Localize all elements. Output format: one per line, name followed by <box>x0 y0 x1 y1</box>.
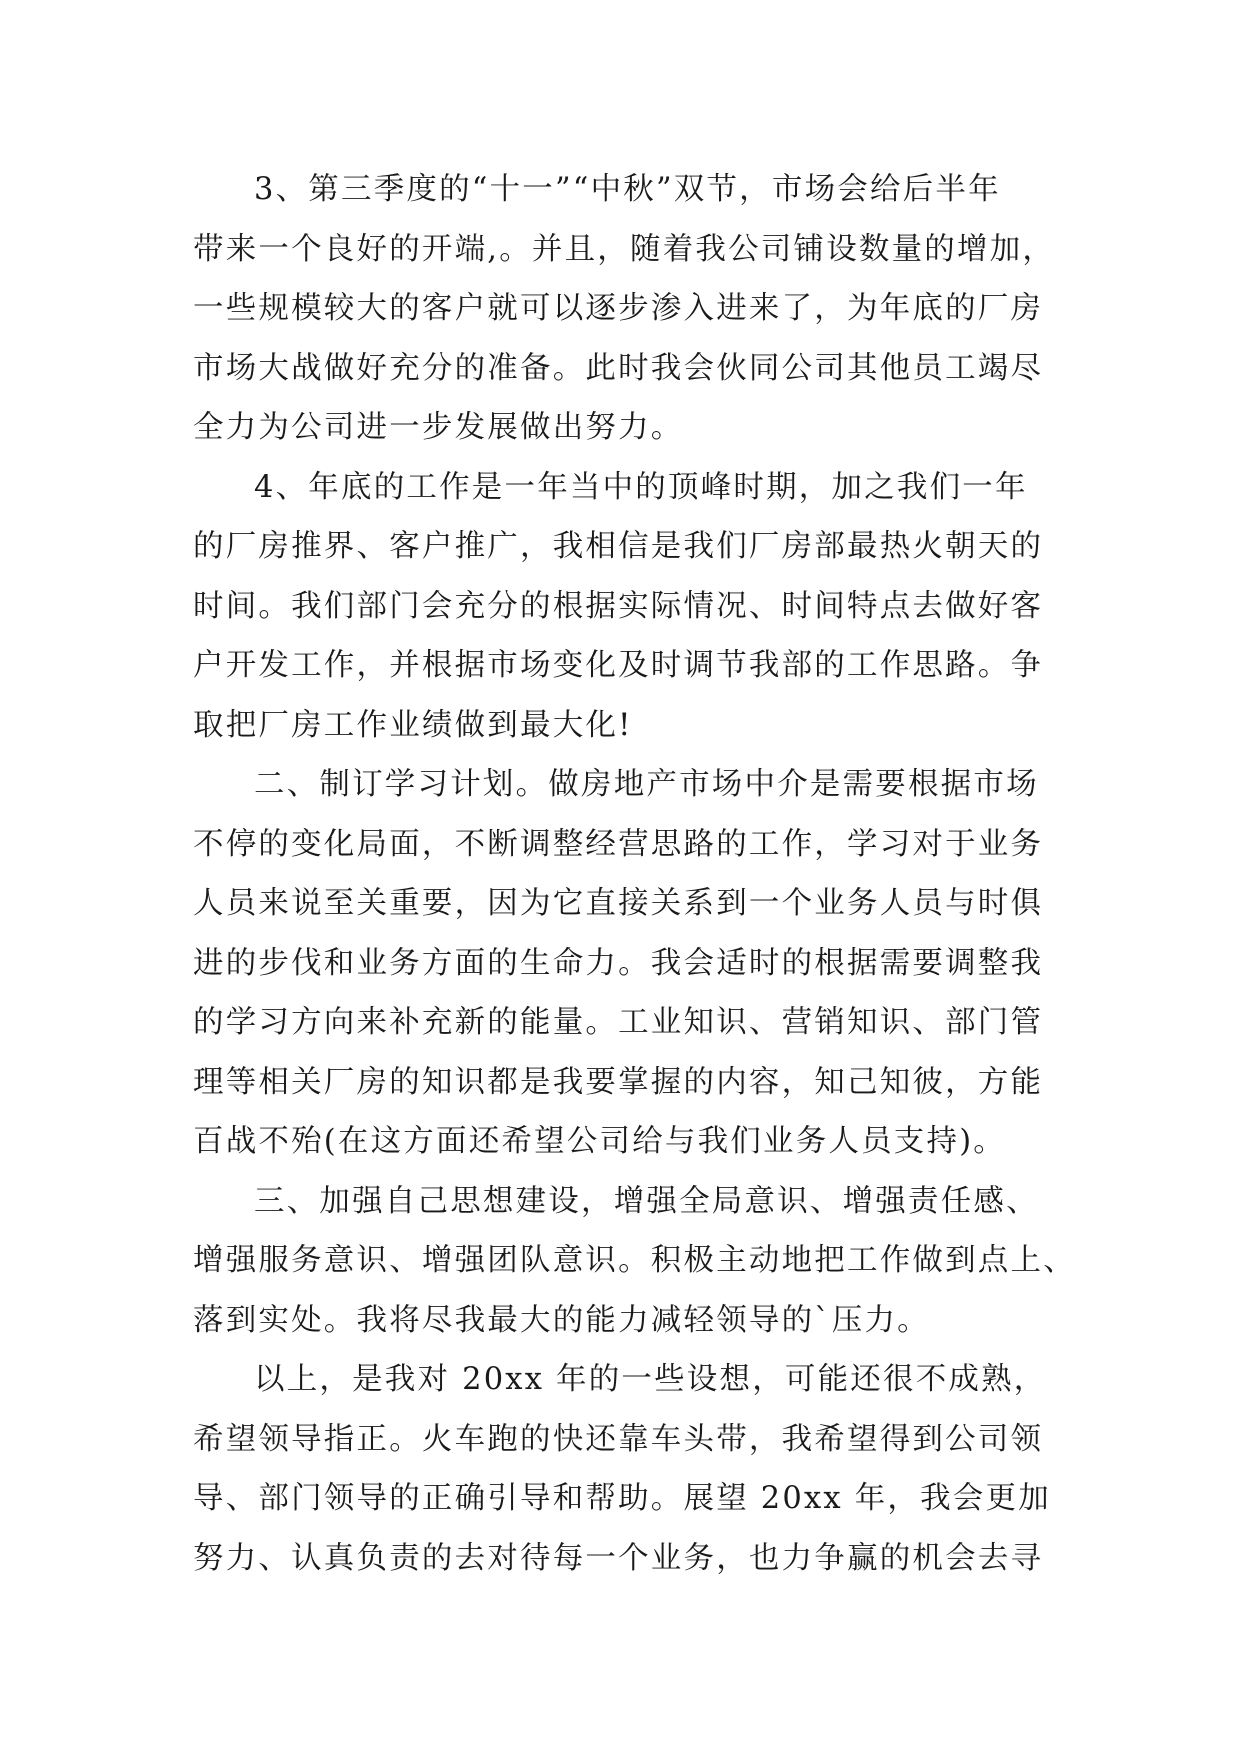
text-line: 户开发工作，并根据市场变化及时调节我部的工作思路。争 <box>193 648 1044 683</box>
text-line: 的厂房推界、客户推广，我相信是我们厂房部最热火朝天的 <box>193 529 1044 564</box>
text-line: 全力为公司进一步发展做出努力。 <box>193 410 684 445</box>
text-line: 人员来说至关重要，因为它直接关系到一个业务人员与时俱 <box>193 886 1044 921</box>
text-line: 希望领导指正。火车跑的快还靠车头带，我希望得到公司领 <box>193 1421 1044 1457</box>
text-line: 一些规模较大的客户就可以逐步渗入进来了，为年底的厂房 <box>193 291 1044 326</box>
text-line: 取把厂房工作业绩做到最大化! <box>193 707 633 743</box>
text-line: 市场大战做好充分的准备。此时我会伙同公司其他员工竭尽 <box>193 350 1044 386</box>
text-line: 4、年底的工作是一年当中的顶峰时期，加之我们一年 <box>254 469 1028 505</box>
text-line: 不停的变化局面，不断调整经营思路的工作，学习对于业务 <box>193 826 1044 862</box>
text-line: 理等相关厂房的知识都是我要掌握的内容，知己知彼，方能 <box>193 1064 1044 1100</box>
text-line: 3、第三季度的“十一”“中秋”双节，市场会给后半年 <box>254 172 1001 207</box>
text-line: 努力、认真负责的去对待每一个业务，也力争赢的机会去寻 <box>193 1540 1044 1576</box>
text-line: 二、制订学习计划。做房地产市场中介是需要根据市场 <box>254 767 1039 802</box>
text-line: 以上，是我对 20xx 年的一些设想，可能还很不成熟， <box>254 1362 1047 1397</box>
text-line: 落到实处。我将尽我最大的能力减轻领导的`压力。 <box>193 1302 930 1338</box>
text-line: 三、加强自己思想建设，增强全局意识、增强责任感、 <box>254 1183 1039 1219</box>
text-line: 百战不殆(在这方面还希望公司给与我们业务人员支持)。 <box>193 1124 1006 1159</box>
text-line: 增强服务意识、增强团队意识。积极主动地把工作做到点上、 <box>193 1243 1076 1278</box>
document-body <box>193 160 1076 1588</box>
text-line: 时间。我们部门会充分的根据实际情况、时间特点去做好客 <box>193 588 1044 624</box>
text-line: 导、部门领导的正确引导和帮助。展望 20xx 年，我会更加 <box>193 1481 1051 1516</box>
text-line: 的学习方向来补充新的能量。工业知识、营销知识、部门管 <box>193 1005 1044 1040</box>
text-line: 带来一个良好的开端,。并且，随着我公司铺设数量的增加， <box>193 231 1056 267</box>
text-line: 进的步伐和业务方面的生命力。我会适时的根据需要调整我 <box>193 945 1044 981</box>
